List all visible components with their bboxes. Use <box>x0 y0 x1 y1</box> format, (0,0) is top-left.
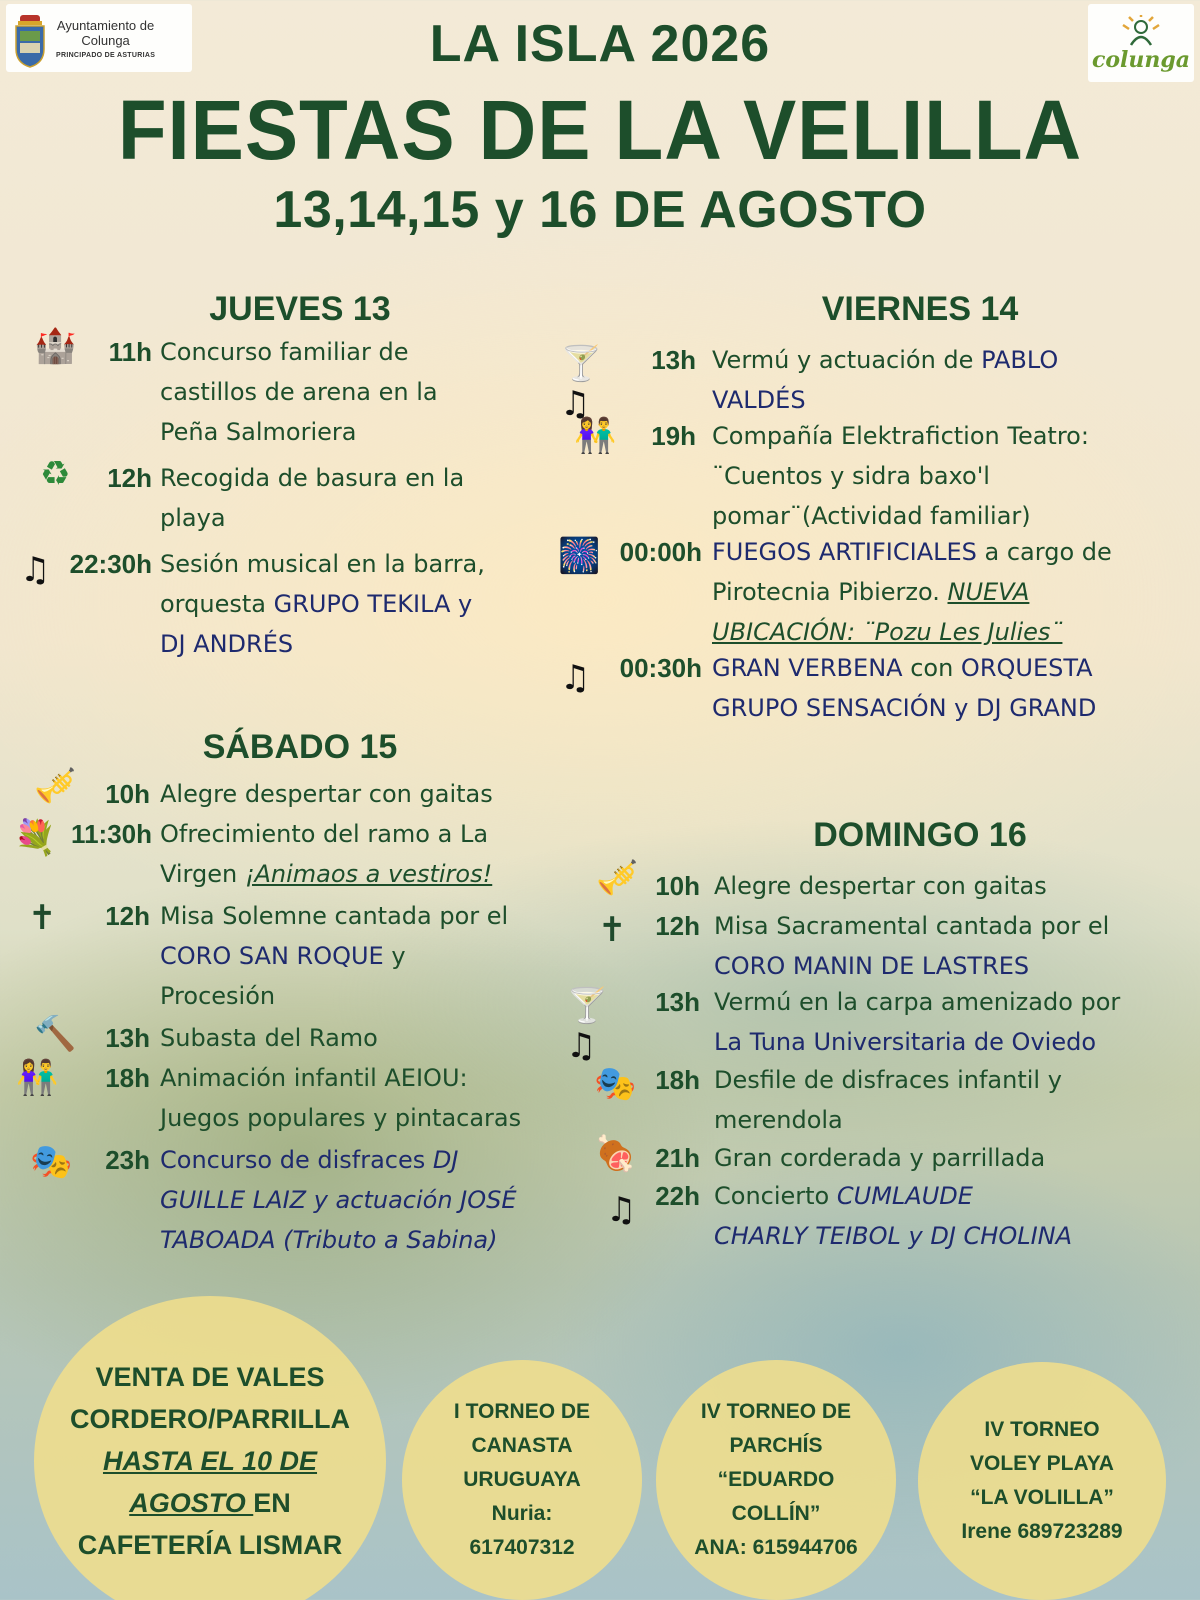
circle-line: IV TORNEO <box>984 1418 1100 1441</box>
event-time: 13h <box>651 345 696 375</box>
performer-name: GRUPO SENSACIÓN y DJ GRAND <box>712 694 1097 722</box>
performer-name: GRUPO TEKILA y <box>273 590 473 618</box>
performer-name: CUMLAUDE <box>836 1182 973 1210</box>
children-icon: 👫 <box>16 1058 59 1098</box>
event-line: Peña Salmoriera <box>160 418 357 446</box>
event-line: Sesión musical en la barra, <box>160 550 485 578</box>
children-icon: 👫 <box>574 416 617 456</box>
event-time: 12h <box>655 911 700 941</box>
performer-name: JOSÉ <box>460 1186 517 1214</box>
event-line: Pirotecnia Pibierzo. <box>712 578 948 606</box>
event-line: Misa Solemne cantada por el <box>160 902 509 930</box>
event-line: Alegre despertar con gaitas <box>160 780 493 808</box>
event-highlight: GRAN VERBENA <box>712 654 903 682</box>
cocktail-music-icon: 🍸♫ <box>560 344 603 424</box>
circle-line: Nuria: <box>491 1502 553 1525</box>
event-line: a cargo de <box>976 538 1112 566</box>
parchis-tournament-circle <box>656 1360 896 1600</box>
event-line: Ofrecimiento del ramo a La <box>160 820 489 848</box>
event-line: pomar¨(Actividad familiar) <box>712 502 1031 530</box>
day-heading-viernes: VIERNES 14 <box>821 290 1019 328</box>
event-line: Virgen <box>160 860 245 888</box>
carnival-mask-icon: 🎭 <box>594 1064 637 1104</box>
day-heading-sabado: SÁBADO 15 <box>202 728 398 766</box>
title-main: FIESTAS DE LA VELILLA <box>117 83 1083 177</box>
event-line: Procesión <box>160 982 276 1010</box>
performer-name: DJ ANDRÉS <box>160 630 294 658</box>
fireworks-icon: 🎆 <box>558 536 601 576</box>
recycle-icon: ♻ <box>40 454 71 494</box>
event-highlight: FUEGOS ARTIFICIALES <box>712 538 977 566</box>
music-notes-icon: ♫ <box>20 550 51 590</box>
day-heading-domingo: DOMINGO 16 <box>813 816 1027 854</box>
event-line: orquesta <box>160 590 274 618</box>
event-time: 21h <box>655 1143 700 1173</box>
event-line: Subasta del Ramo <box>160 1024 378 1052</box>
voley-tournament-circle <box>918 1362 1166 1600</box>
church-icon: ✝ <box>28 898 57 938</box>
circle-phone: 617407312 <box>469 1536 575 1559</box>
event-line: Animación infantil AEIOU: <box>160 1064 468 1092</box>
music-notes-icon: ♫ <box>560 658 591 698</box>
event-time: 13h <box>105 1023 150 1053</box>
circle-line: “EDUARDO <box>717 1468 835 1491</box>
bouquet-icon: 💐 <box>14 818 57 858</box>
church-icon: ✝ <box>598 910 627 950</box>
logo-line-1: Ayuntamiento de <box>56 17 155 33</box>
day-heading-jueves: JUEVES 13 <box>209 290 391 328</box>
circle-line: EN <box>253 1488 291 1518</box>
performer-name: ORQUESTA <box>960 654 1093 682</box>
event-line: con <box>902 654 961 682</box>
colunga-wordmark: colunga <box>1091 47 1191 73</box>
event-line: castillos de arena en la <box>160 378 438 406</box>
circle-line: PARCHÍS <box>729 1434 823 1457</box>
circle-line: “LA VOLILLA” <box>970 1486 1114 1509</box>
location-note: NUEVA <box>947 578 1030 606</box>
performer-name: CHARLY TEIBOL y DJ CHOLINA <box>714 1222 1073 1250</box>
event-line: y <box>383 942 406 970</box>
circle-line: I TORNEO DE <box>453 1400 591 1423</box>
music-notes-icon: ♫ <box>606 1190 637 1230</box>
event-line: merendola <box>714 1106 843 1134</box>
event-line: playa <box>160 504 226 532</box>
carnival-mask-icon: 🎭 <box>30 1142 73 1182</box>
event-time: 22:30h <box>69 549 152 579</box>
bagpipe-icon: 🎺 <box>596 858 639 898</box>
gavel-icon: 🔨 <box>34 1014 77 1054</box>
circle-deadline: HASTA EL 10 DE <box>102 1446 318 1476</box>
performer-name: CORO MANIN DE LASTRES <box>714 952 1030 980</box>
event-time: 11:30h <box>71 819 152 849</box>
vales-sale-circle <box>34 1296 386 1600</box>
circle-phone: Irene 689723289 <box>961 1520 1123 1543</box>
event-line: Compañía Elektrafiction Teatro: <box>712 422 1089 450</box>
event-line: Vermú y actuación de <box>712 346 982 374</box>
event-time: 00:00h <box>619 537 702 567</box>
event-line: Concierto <box>714 1182 837 1210</box>
circle-line: IV TORNEO DE <box>700 1400 852 1423</box>
event-time: 13h <box>655 987 700 1017</box>
event-highlight: Concurso de disfraces <box>160 1146 433 1174</box>
event-time: 22h <box>655 1181 700 1211</box>
circle-line: CORDERO/PARRILLA <box>70 1404 350 1434</box>
event-line: y actuación <box>306 1186 461 1214</box>
grill-meat-icon: 🍖 <box>594 1134 637 1174</box>
cocktail-music-icon: 🍸♫ <box>566 986 609 1066</box>
event-time: 18h <box>105 1063 150 1093</box>
event-line: Alegre despertar con gaitas <box>714 872 1047 900</box>
event-time: 12h <box>107 463 152 493</box>
performer-name: CORO SAN ROQUE <box>160 942 384 970</box>
event-line: Desfile de disfraces infantil y <box>714 1066 1062 1094</box>
circle-line: VENTA DE VALES <box>95 1362 325 1392</box>
circle-line: URUGUAYA <box>463 1468 581 1491</box>
title-small: LA ISLA 2026 <box>429 15 771 73</box>
event-time: 18h <box>655 1065 700 1095</box>
sandcastle-icon: 🏰 <box>34 326 77 366</box>
circle-deadline: AGOSTO <box>129 1488 254 1518</box>
circle-line: VOLEY PLAYA <box>970 1452 1114 1475</box>
event-line: Recogida de basura en la <box>160 464 465 492</box>
circle-line: CAFETERÍA LISMAR <box>77 1530 343 1560</box>
performer-name: DJ <box>432 1146 459 1174</box>
event-time: 12h <box>105 901 150 931</box>
canasta-tournament-circle <box>402 1360 642 1600</box>
logo-line-3: PRINCIPADO DE ASTURIAS <box>56 51 156 59</box>
event-time: 10h <box>105 779 150 809</box>
event-time: 11h <box>108 337 152 367</box>
event-time: 00:30h <box>619 653 702 683</box>
event-time: 10h <box>655 871 700 901</box>
performer-name: VALDÉS <box>712 386 806 414</box>
event-line: ¨Cuentos y sidra baxo'l <box>712 462 990 490</box>
event-line: Juegos populares y pintacaras <box>160 1104 522 1132</box>
event-line: Misa Sacramental cantada por el <box>714 912 1110 940</box>
location-note: UBICACIÓN: ¨Pozu Les Julies¨ <box>712 618 1063 646</box>
circle-phone: ANA: 615944706 <box>694 1536 858 1559</box>
circle-line: COLLÍN” <box>731 1502 821 1525</box>
event-line: Concurso familiar de <box>160 338 409 366</box>
event-note: ¡Animaos a vestiros! <box>244 860 493 888</box>
performer-name: La Tuna Universitaria de Oviedo <box>714 1028 1096 1056</box>
performer-name: TABOADA (Tributo a Sabina) <box>160 1226 498 1254</box>
event-time: 19h <box>651 421 696 451</box>
logo-line-2: Colunga <box>81 32 130 48</box>
event-line: Gran corderada y parrillada <box>714 1144 1046 1172</box>
event-time: 23h <box>105 1145 150 1175</box>
performer-name: PABLO <box>981 346 1059 374</box>
performer-name: GUILLE LAIZ <box>160 1186 307 1214</box>
festival-dates: 13,14,15 y 16 DE AGOSTO <box>273 181 927 239</box>
bagpipe-icon: 🎺 <box>34 766 77 806</box>
event-line: Vermú en la carpa amenizado por <box>714 988 1121 1016</box>
circle-line: CANASTA <box>471 1434 573 1457</box>
